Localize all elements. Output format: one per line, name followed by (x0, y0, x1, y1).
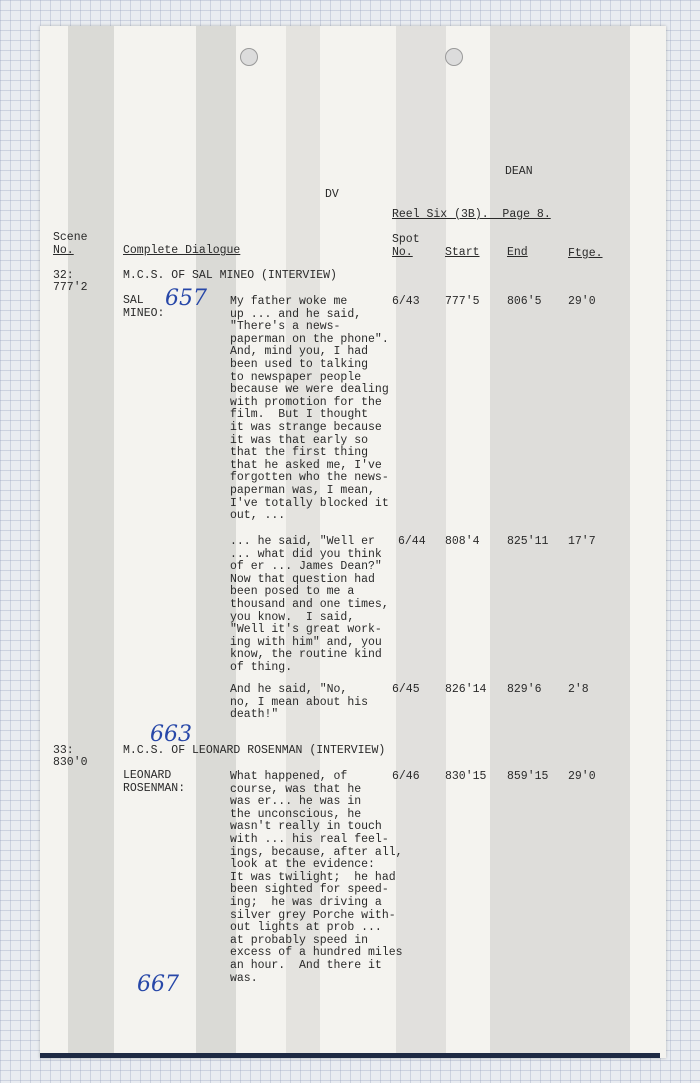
start-826-14: 826'14 (445, 683, 487, 696)
col-end: End (507, 246, 528, 259)
scene-33-speaker-line1: LEONARD (123, 769, 172, 782)
end-825-11: 825'11 (507, 535, 549, 548)
header-reel-page: Reel Six (3B). Page 8. (392, 208, 551, 221)
start-830-15: 830'15 (445, 770, 487, 783)
end-859-15: 859'15 (507, 770, 549, 783)
col-scene-line1: Scene (53, 231, 88, 244)
spot-6-43: 6/43 (392, 295, 420, 308)
col-spot-line2: No. (392, 246, 413, 259)
col-spot-line1: Spot (392, 233, 420, 246)
header-dean: DEAN (505, 165, 533, 178)
scene-33-speaker-line2: ROSENMAN: (123, 782, 186, 795)
handwritten-annotation: 657 (165, 286, 207, 311)
scene-32-heading: M.C.S. OF SAL MINEO (INTERVIEW) (123, 269, 337, 282)
punch-hole (445, 48, 463, 66)
dialogue-block-1: My father woke me up ... and he said, "There's a news- paperman on the phone". And, mind you, I had been used to talking to newspaper people because we were dealing with promotion for the film. But I thought it was strange because it was that early so that the first thing that he asked me, I've forgotten who the news- paperman was, I mean, I've totally blocked it out, ... (230, 295, 389, 523)
handwritten-annotation: 667 (137, 972, 179, 997)
spot-6-46: 6/46 (392, 770, 420, 783)
copy-shading-band (68, 26, 114, 1058)
header-dv: DV (325, 188, 339, 201)
start-777-5: 777'5 (445, 295, 480, 308)
col-scene-line2: No. (53, 244, 74, 257)
dialogue-block-4: What happened, of course, was that he was er... he was in the unconscious, he wasn't really in touch with ... his real feel- ings, because, after all, look at the evidence: It was twilight; he had been sighted for speed- ing; he was driving a silver grey Porche with- out lights at prob ... at probably speed in excess of a hundred miles an hour. And there it was. (230, 770, 403, 985)
scene-33-time: 830'0 (53, 756, 88, 769)
punch-hole (240, 48, 258, 66)
handwritten-annotation: 663 (150, 722, 192, 747)
scene-33-number: 33: (53, 744, 74, 757)
page-bottom-edge (40, 1053, 660, 1058)
scene-32-speaker-line1: SAL (123, 294, 144, 307)
dialogue-block-2: ... he said, "Well er ... what did you think of er ... James Dean?" Now that question had been posed to me a thousand and one times, you know. I said, "Well it's great work- ing with him" and, you know, the routine kind of thing. (230, 535, 389, 674)
scene-33-heading: M.C.S. OF LEONARD ROSENMAN (INTERVIEW) (123, 744, 386, 757)
ftge-29-0: 29'0 (568, 770, 596, 783)
col-start: Start (445, 246, 480, 259)
ftge-17-7: 17'7 (568, 535, 596, 548)
scene-32-speaker-line2: MINEO: (123, 307, 165, 320)
col-dialogue: Complete Dialogue (123, 244, 241, 257)
spot-6-44: 6/44 (398, 535, 426, 548)
col-ftge: Ftge. (568, 247, 603, 260)
ftge-2-8: 2'8 (568, 683, 589, 696)
dialogue-block-3: And he said, "No, no, I mean about his death!" (230, 683, 369, 722)
scene-32-number: 32: (53, 269, 74, 282)
scene-32-time: 777'2 (53, 281, 88, 294)
end-829-6: 829'6 (507, 683, 542, 696)
spot-6-45: 6/45 (392, 683, 420, 696)
end-806-5: 806'5 (507, 295, 542, 308)
ftge-29-0: 29'0 (568, 295, 596, 308)
start-808-4: 808'4 (445, 535, 480, 548)
